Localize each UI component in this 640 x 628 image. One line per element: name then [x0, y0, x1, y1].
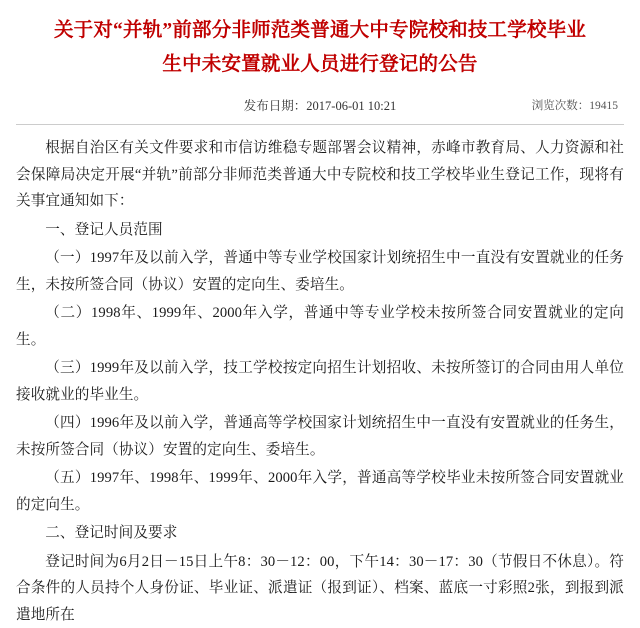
page-title-line-2: 生中未安置就业人员进行登记的公告	[22, 48, 618, 82]
page-title-line-1: 关于对“并轨”前部分非师范类普通大中专院校和技工学校毕业	[54, 20, 586, 41]
page-title	[16, 10, 624, 82]
paragraph-registration-time: 登记时间为6月2日－15日上午8：30－12：00，下午14：30－17：30（节假日不休息）。符合条件的人员持个人身份证、毕业证、派遣证（报到证）、档案、蓝底一寸彩照2张，到报到派遣地所在	[16, 549, 624, 628]
paragraph-item-4: （四）1996年及以前入学，普通高等学校国家计划统招生中一直没有安置就业的任务生，未按所签合同（协议）安置的定向生、委培生。	[16, 410, 624, 463]
publish-date: 发布日期：2017-06-01 10:21	[16, 96, 624, 114]
paragraph-item-5: （五）1997年、1998年、1999年、2000年入学，普通高等学校毕业未按所签合同安置就业的定向生。	[16, 465, 624, 518]
divider	[16, 124, 624, 125]
view-count: 浏览次数：19415	[532, 97, 618, 113]
paragraph-intro: 根据自治区有关文件要求和市信访维稳专题部署会议精神，赤峰市教育局、人力资源和社会保障局决定开展“并轨”前部分非师范类普通大中专院校和技工学校毕业生登记工作，现将有关事宜通知如下：	[16, 135, 624, 215]
paragraph-item-1: （一）1997年及以前入学，普通中等专业学校国家计划统招生中一直没有安置就业的任务生，未按所签合同（协议）安置的定向生、委培生。	[16, 245, 624, 298]
paragraph-item-3: （三）1999年及以前入学，技工学校按定向招生计划招收、未按所签订的合同由用人单位接收就业的毕业生。	[16, 355, 624, 408]
document-meta	[16, 96, 624, 122]
paragraph-item-2: （二）1998年、1999年、2000年入学，普通中等专业学校未按所签合同安置就业的定向生。	[16, 300, 624, 353]
document-body	[16, 135, 624, 628]
section-heading-2: 二、登记时间及要求	[16, 520, 624, 547]
section-heading-1: 一、登记人员范围	[16, 217, 624, 244]
